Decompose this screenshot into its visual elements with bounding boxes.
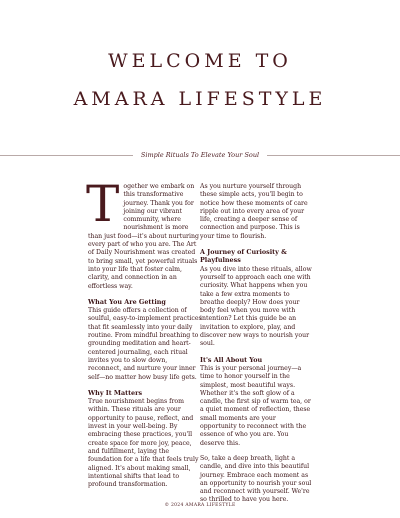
right-column — [200, 183, 314, 512]
section-body-getting: This guide offers a collection of soulful, easy-to-implement practices that fit seamlessly into your daily routine. From mindful breathing to grounding meditation and heart-centered journaling, each ritual invites you to slow down, reconnect, and nurture your inner self—no matter how busy life gets. — [88, 307, 202, 381]
footer-copyright: © 2024 AMARA LIFESTYLE — [164, 503, 236, 508]
section-body-about-you: This is your personal journey—a time to honor yourself in the simplest, most beautiful ways. Whether it's the soft glow of a candle, the first sip of warm tea, or a quiet moment of reflection, these small moments are your opportunity to reconnect with the essence of who you are. You deserve this. — [200, 364, 311, 447]
page-title-line-1: WELCOME TO — [108, 50, 292, 72]
section-heading-matters: Why It Matters — [88, 388, 143, 397]
intro-paragraph — [86, 175, 202, 291]
subtitle-row — [0, 148, 400, 162]
section-heading-about-you: It's All About You — [200, 355, 263, 364]
subtitle: Simple Rituals To Elevate Your Soul — [140, 151, 260, 159]
page-title-line-2: AMARA LIFESTYLE — [73, 88, 327, 110]
section-heading-getting: What You Are Getting — [88, 297, 166, 306]
drop-cap: T — [86, 175, 120, 233]
section-body-closing: So, take a deep breath, light a candle, and dive into this beautiful journey. Embrace each moment as an opportunity to nourish your soul and reconnect with yourself. We're so thrilled to have you here. — [200, 454, 312, 504]
left-column — [86, 175, 202, 496]
intro-text: ogether we embark on this transformative journey. Thank you for joining our vibrant community, where nourishment is more than just food—it's about nurturing every part of who you are. The Art of Daily Nourishment was created to bring small, yet powerful rituals into your life that foster calm, clarity, and connection in an effortless way. — [88, 183, 199, 290]
section-body-nurture: As you nurture yourself through these simple acts, you'll begin to notice how these moments of care ripple out into every area of your life, creating a deeper sense of connection and purpose. This is your time to flourish. — [200, 183, 308, 240]
subtitle-rule-left — [0, 155, 133, 156]
section-body-matters: True nourishment begins from within. These rituals are your opportunity to pause, reflect, and invest in your well-being. By embracing these practices, you'll create space for more joy, peace, and fulfillment, laying the foundation for a life that feels truly aligned. It's about making small, intentional shifts that lead to profound transformation. — [88, 398, 199, 489]
subtitle-rule-right — [267, 155, 400, 156]
section-heading-curiosity: A Journey of Curiosity & Playfulness — [200, 248, 287, 265]
section-body-curiosity: As you dive into these rituals, allow yourself to approach each one with curiosity. What happens when you take a few extra moments to breathe deeply? How does your body feel when you move with intention? Let this guide be an invitation to explore, play, and discover new ways to nourish your soul. — [200, 265, 312, 348]
